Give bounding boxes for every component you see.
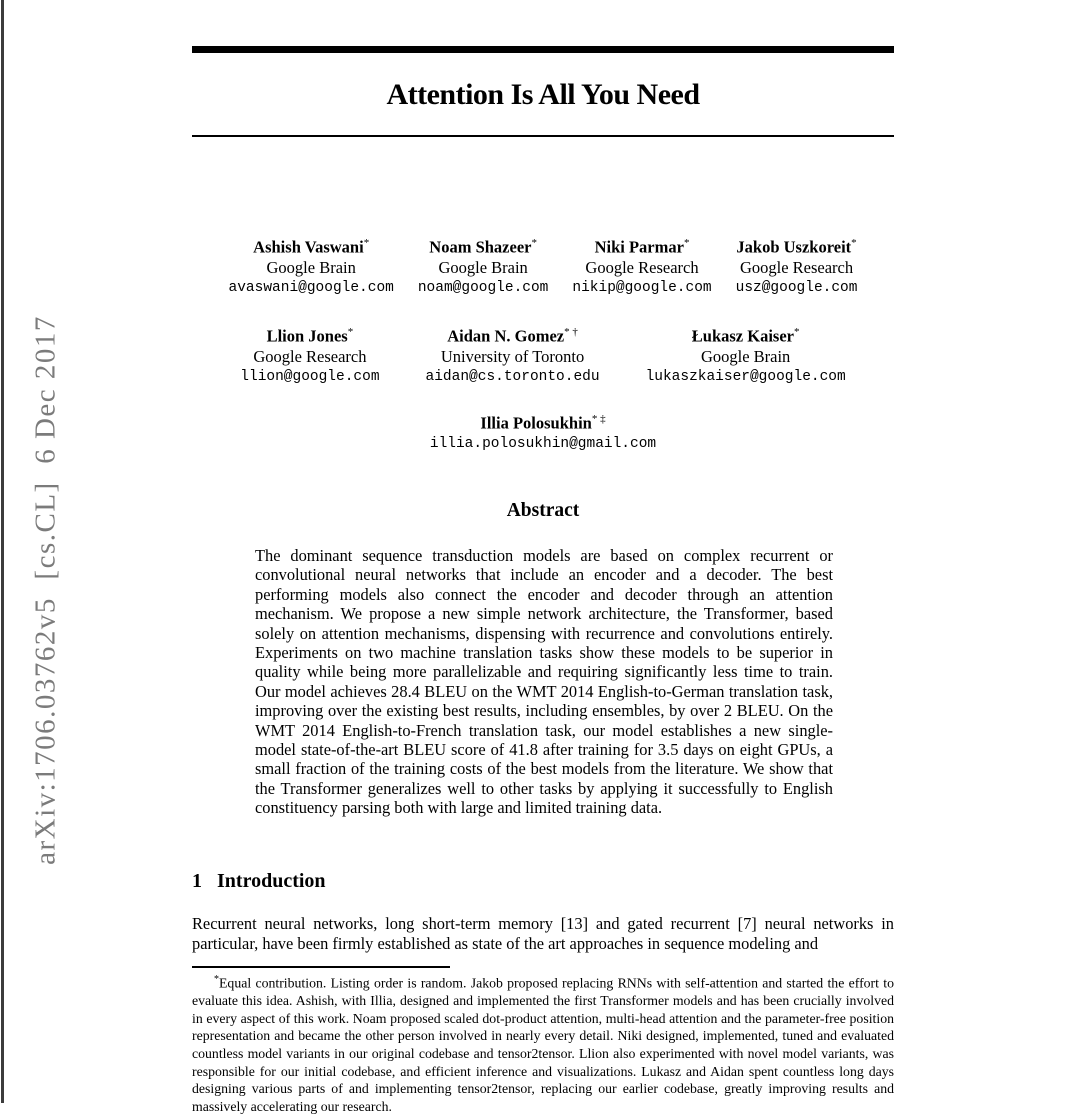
title-rule-top (192, 46, 894, 53)
footnote-rule (192, 966, 450, 968)
abstract-heading: Abstract (506, 500, 580, 521)
author-block (229, 233, 394, 298)
abstract-text: The dominant sequence transduction models are based on complex recurrent or convolutional neural networks that include an encoder and a decoder. The best performing models also connect the encoder and decoder through an attention mechanism. We propose a new simple network architecture, the Transformer, based solely on attention mechanisms, dispensing with recurrence and convolutions entirely. Experiments on two machine translation tasks show these models to be superior in quality while being more parallelizable and requiring significantly less time to train. Our model achieves 28.4 BLEU on the WMT 2014 English-to-German translation task, improving over the existing best results, including ensembles, by over 2 BLEU. On the WMT 2014 English-to-French translation task, our model establishes a new single-model state-of-the-art BLEU score of 41.8 after training for 3.5 days on eight GPUs, a small fraction of the training costs of the best models from the literature. We show that the Transformer generalizes well to other tasks by applying it successfully to English constituency parsing both with large and limited training data. (255, 546, 833, 818)
author-email: llion@google.com (240, 368, 380, 385)
author-affiliation: Google Research (585, 257, 699, 277)
author-name: Jakob Uszkoreit (736, 237, 852, 257)
author-email: avaswani@google.com (228, 279, 394, 296)
author-email: usz@google.com (735, 279, 858, 296)
author-block (418, 233, 549, 298)
authors-row-2 (192, 322, 894, 387)
author-marks: * (851, 237, 857, 249)
author-block (646, 322, 846, 387)
author-marks: * (363, 237, 370, 249)
arxiv-watermark: arXiv:1706.03762v5 [cs.CL] 6 Dec 2017 (29, 315, 62, 865)
author-marks: * (793, 326, 800, 338)
footnote-body: Equal contribution. Listing order is random. Jakob proposed replacing RNNs with self-attention and started the effort to evaluate this idea. Ashish, with Illia, designed and implemented the first Transformer models and has been crucially involved in every aspect of this work. Noam proposed scaled dot-product attention, multi-head attention and the parameter-free position representation and became the other person involved in nearly every detail. Niki designed, implemented, tuned and evaluated countless model variants in our original codebase and tensor2tensor. Llion also experimented with novel model variants, was responsible for our initial codebase, and efficient inference and visualizations. Lukasz and Aidan spent countless long days designing various parts of and implementing tensor2tensor, replacing our earlier codebase, greatly improving results and massively accelerating our research. (192, 975, 894, 1114)
author-affiliation: Google Research (739, 257, 854, 277)
author-marks: * (683, 237, 690, 249)
author-marks: * † (564, 326, 578, 338)
author-affiliation: Google Brain (438, 257, 528, 277)
paper-title: Attention Is All You Need (386, 78, 700, 111)
section-title: Introduction (217, 870, 326, 892)
author-name: Ashish Vaswani (253, 237, 364, 257)
author-name: Illia Polosukhin (480, 413, 592, 433)
authors-row-1 (192, 233, 894, 298)
author-email: lukaszkaiser@google.com (645, 368, 846, 385)
author-marks: * (347, 326, 354, 338)
title-rule-bottom (192, 135, 894, 137)
author-marks: * ‡ (591, 413, 606, 425)
scan-edge-line (1, 0, 4, 1103)
paper-page (192, 0, 894, 1114)
author-name: Llion Jones (266, 326, 348, 346)
author-email: noam@google.com (417, 279, 549, 296)
author-block (240, 322, 379, 387)
author-name: Noam Shazeer (429, 237, 532, 257)
author-name: Aidan N. Gomez (447, 326, 565, 346)
author-block (426, 322, 600, 387)
author-name: Niki Parmar (594, 237, 684, 257)
author-affiliation: Google Brain (700, 346, 791, 366)
section-heading-introduction (192, 870, 894, 893)
author-email: nikip@google.com (572, 279, 712, 296)
introduction-paragraph: Recurrent neural networks, long short-term memory [13] and gated recurrent [7] neural networks in particular, have been firmly established as state of the art approaches in sequence modeling and (192, 914, 894, 953)
author-block (736, 233, 858, 298)
author-affiliation: Google Brain (266, 257, 356, 277)
author-marks: * (531, 237, 537, 249)
footnote-marker: * (214, 974, 219, 985)
author-affiliation: Google Research (253, 346, 367, 366)
author-email: illia.polosukhin@gmail.com (429, 435, 657, 452)
authors-row-3 (192, 409, 894, 454)
footnote-text (192, 971, 894, 1115)
author-email: aidan@cs.toronto.edu (425, 368, 600, 385)
author-block (572, 233, 711, 298)
author-name: Łukasz Kaiser (691, 326, 794, 346)
author-affiliation: University of Toronto (440, 346, 585, 366)
author-block (430, 409, 656, 454)
section-number: 1 (192, 870, 202, 892)
